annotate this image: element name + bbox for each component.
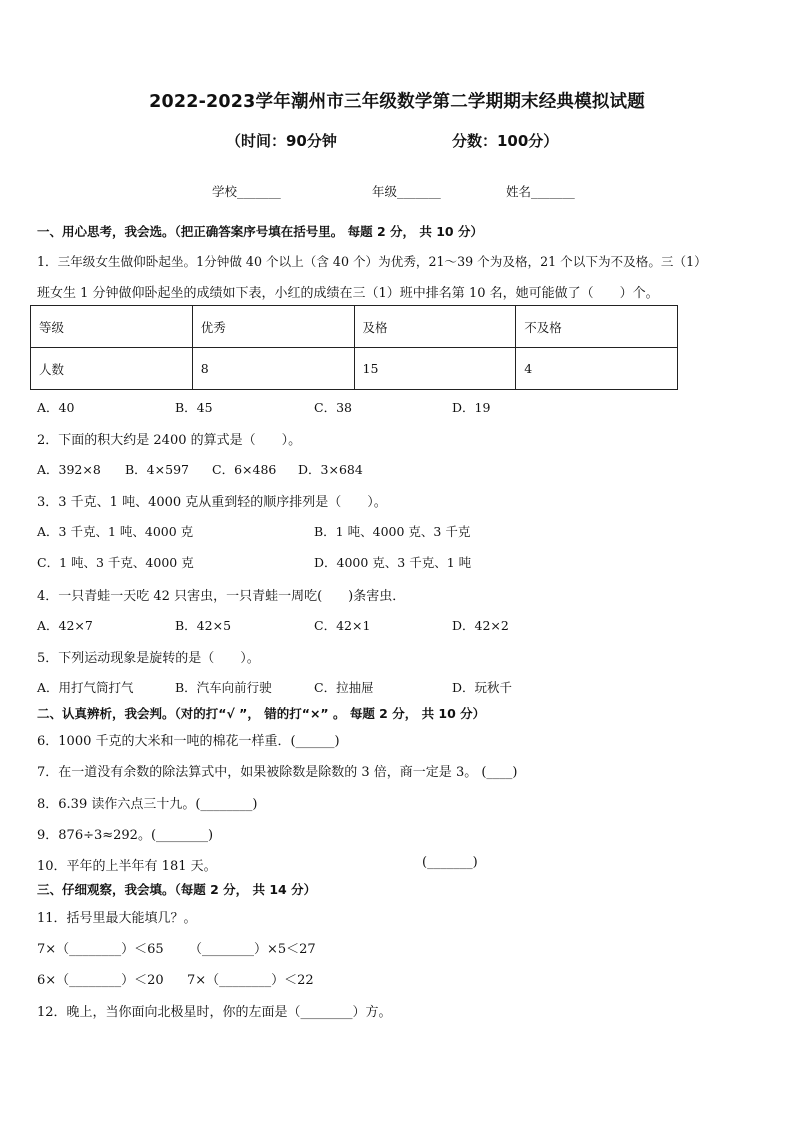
q5-option-a: A．用打气筒打气 xyxy=(37,680,134,695)
exam-time: （时间：90分钟 xyxy=(226,132,337,150)
q2-option-d: D．3×684 xyxy=(298,462,363,477)
q1-option-d: D．19 xyxy=(452,400,491,415)
q2-option-c: C．6×486 xyxy=(212,462,277,477)
question-7: 7．在一道没有余数的除法算式中，如果被除数是除数的 3 倍，商一定是 3。 (____) xyxy=(37,765,518,780)
table-cell: 及格 xyxy=(354,306,516,348)
q5-option-b: B．汽车向前行驶 xyxy=(175,680,272,695)
question-2: 2．下面的积大约是 2400 的算式是（ ）。 xyxy=(37,433,302,448)
q3-option-a: A．3 千克、1 吨、4000 克 xyxy=(37,524,194,539)
question-6: 6．1000 千克的大米和一吨的棉花一样重．(______) xyxy=(37,734,340,749)
question-11-a: 7×（________）＜65 xyxy=(37,942,164,957)
question-5: 5．下列运动现象是旋转的是（ ）。 xyxy=(37,651,260,666)
table-row xyxy=(31,306,678,348)
table-cell: 15 xyxy=(354,348,516,390)
q5-option-d: D．玩秋千 xyxy=(452,680,513,695)
question-10: 10．平年的上半年有 181 天。 xyxy=(37,859,217,874)
page-title: 2022-2023学年潮州市三年级数学第二学期期末经典模拟试题 xyxy=(149,92,645,112)
question-11-c: 6×（________）＜20 xyxy=(37,973,164,988)
question-3: 3．3 千克、1 吨、4000 克从重到轻的顺序排列是（ ）。 xyxy=(37,495,387,510)
q3-option-b: B．1 吨、4000 克、3 千克 xyxy=(314,524,471,539)
section3-heading: 三、仔细观察，我会填。（每题 2 分， 共 14 分） xyxy=(37,882,317,897)
q3-option-c: C．1 吨、3 千克、4000 克 xyxy=(37,555,194,570)
table-cell: 4 xyxy=(516,348,678,390)
question-8: 8．6.39 读作六点三十九。(________) xyxy=(37,797,258,812)
q4-option-c: C．42×1 xyxy=(314,618,371,633)
exam-score: 分数：100分） xyxy=(452,132,559,150)
q4-option-a: A．42×7 xyxy=(37,618,93,633)
section2-heading: 二、认真辨析，我会判。（对的打“√ ”， 错的打“×” 。 每题 2 分， 共 10 分） xyxy=(37,706,486,721)
question-11-b: （________）×5＜27 xyxy=(189,942,316,957)
table-cell: 人数 xyxy=(31,348,193,390)
section1-heading: 一、用心思考，我会选。（把正确答案序号填在括号里。 每题 2 分， 共 10 分） xyxy=(37,224,483,239)
q5-option-c: C．拉抽屉 xyxy=(314,680,374,695)
table-row xyxy=(31,348,678,390)
table-cell: 等级 xyxy=(31,306,193,348)
table-cell: 优秀 xyxy=(192,306,354,348)
q2-option-a: A．392×8 xyxy=(37,462,101,477)
question-10-blank: (_______) xyxy=(422,855,478,870)
question-11-d: 7×（________）＜22 xyxy=(187,973,314,988)
grade-field: 年级_______ xyxy=(372,184,441,199)
score-table xyxy=(30,305,678,390)
q3-option-d: D．4000 克、3 千克、1 吨 xyxy=(314,555,472,570)
q4-option-b: B．42×5 xyxy=(175,618,232,633)
question-1-line1: 1．三年级女生做仰卧起坐。1分钟做 40 个以上（含 40 个）为优秀，21～39 个为及格，21 个以下为不及格。三（1） xyxy=(37,254,707,269)
q1-option-b: B．45 xyxy=(175,400,213,415)
table-cell: 8 xyxy=(192,348,354,390)
question-4: 4．一只青蛙一天吃 42 只害虫，一只青蛙一周吃( )条害虫． xyxy=(37,589,406,604)
question-11: 11．括号里最大能填几？。 xyxy=(37,911,197,926)
q1-option-a: A．40 xyxy=(37,400,75,415)
q2-option-b: B．4×597 xyxy=(125,462,189,477)
question-1-line2: 班女生 1 分钟做仰卧起坐的成绩如下表，小红的成绩在三（1）班中排名第 10 名，她可能做了（ ）个。 xyxy=(37,286,659,301)
table-cell: 不及格 xyxy=(516,306,678,348)
name-field: 姓名_______ xyxy=(506,184,575,199)
school-field: 学校_______ xyxy=(212,184,281,199)
q4-option-d: D．42×2 xyxy=(452,618,509,633)
question-9: 9．876÷3≈292。(________) xyxy=(37,828,214,843)
question-12: 12．晚上，当你面向北极星时，你的左面是（________）方。 xyxy=(37,1005,392,1020)
q1-option-c: C．38 xyxy=(314,400,352,415)
